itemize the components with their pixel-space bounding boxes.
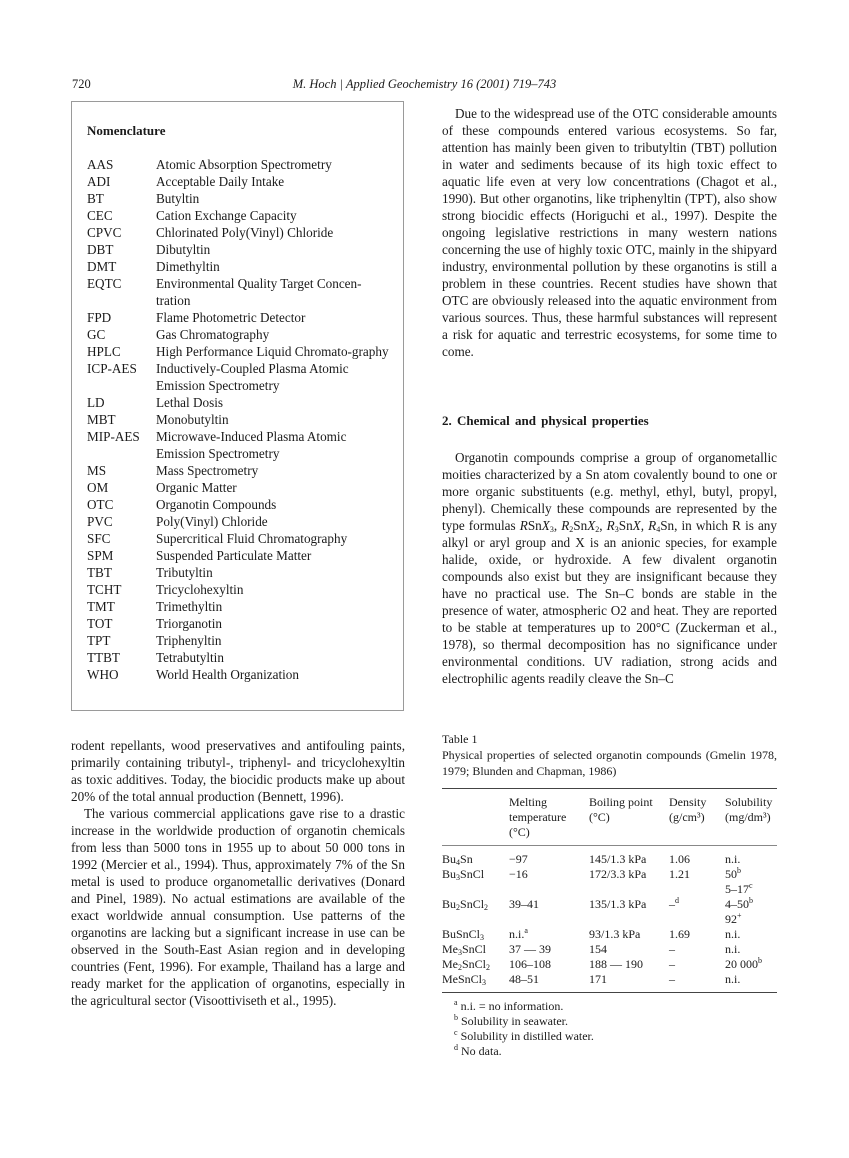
table-row [442, 927, 777, 942]
compound-cell: MeSnCl$_3$ [442, 972, 487, 987]
nomenclature-item [87, 411, 392, 428]
nomenclature-abbr: LD [87, 395, 105, 410]
boiling-cell: 154 [589, 942, 607, 956]
nomenclature-definition: Atomic Absorption Spectrometry [156, 157, 332, 172]
solubility-cell: n.i. [725, 852, 741, 866]
compound-cell: $Me_2SnCl_2$ [442, 957, 491, 972]
nomenclature-abbr: HPLC [87, 344, 121, 359]
section-heading: 2. Chemical and physical properties [442, 413, 649, 428]
nomenclature-item [87, 343, 392, 360]
nomenclature-definition: Acceptable Daily Intake [156, 174, 285, 189]
left-column-text [71, 737, 405, 1009]
compound-cell: BuSnCl$_3$ [442, 927, 485, 942]
boiling-cell: 171 [589, 972, 607, 986]
page-number: 720 [72, 77, 91, 91]
nomenclature-item [87, 632, 392, 649]
footnote [454, 1044, 777, 1059]
solubility-cell: 20 000$^b$ [725, 956, 762, 971]
solubility-cell: n.i. [725, 972, 741, 986]
table-footnotes [442, 993, 777, 1059]
melting-cell: 48–51 [509, 972, 539, 986]
density-cell: –$^d$ [669, 896, 679, 911]
table-caption: Physical properties of selected organotin compounds (Gmelin 1978, 1979; Blunden and Chapman, 1986) [442, 748, 777, 778]
nomenclature-item [87, 275, 392, 309]
density-cell: – [669, 942, 675, 956]
nomenclature-definition: Triorganotin [156, 616, 222, 631]
nomenclature-definition: Flame Photometric Detector [156, 310, 306, 325]
nomenclature-item [87, 173, 392, 190]
boiling-cell: 145/1.3 kPa [589, 852, 647, 866]
nomenclature-item [87, 241, 392, 258]
nomenclature-definition: Poly(Vinyl) Chloride [156, 514, 268, 529]
table-row [442, 972, 777, 987]
nomenclature-definition: Butyltin [156, 191, 200, 206]
table-row [442, 852, 777, 867]
nomenclature-abbr: EQTC [87, 276, 122, 291]
compound-cell: $Bu_3SnCl$ [442, 867, 485, 882]
body-paragraph: Due to the widespread use of the OTC considerable amounts of these compounds entered various ecosystems. So far, attention has mainly been given to tributyltin (TBT) pollution in water and sediments because of its high toxic effect to aquatic life even at very low concentrations (Chagot et al., 1990). But other organotins, like triphenyltin (TPT), also show strong biocidic effects (Horiguchi et al., 1997). Despite the ongoing legislative restrictions in many western nations concerning the use of highly toxic OTC, mainly in the shipyard industry, environmental pollution by these organotins is still a problem in these countries. Recent studies have shown that OTC are obviously released into the aquatic environment from various sources. Thus, these harmful substances will represent a risk for aquatic and terrestric ecosystems, for some time to come. [442, 106, 777, 359]
footnote [454, 1014, 777, 1029]
boiling-cell: 172/3.3 kPa [589, 867, 647, 881]
paragraph-part: , in which R is any alkyl or aryl group and X is an anionic species, for example halide, oxide, or hydroxide. A few divalent organotin compounds also exist but they are insignificant because they have no practical use. The Sn–C bonds are stable in the presence of water, atmospheric O2 and heat. They are reported to be stable at temperatures up to 200°C (Zuckerman et al., 1978), so thermal decomposition has no significance under environmental conditions. UV radiation, strong acids and electrophilic agents readily cleave the Sn–C [442, 518, 777, 686]
nomenclature-abbr: TBT [87, 565, 112, 580]
table-1 [442, 731, 777, 1059]
body-paragraph: The various commercial applications gave rise to a drastic increase in the worldwide production of organotin chemicals from less than 5000 tons in 1955 up to about 50 000 tons in 1992 (Mercier et al., 1994). Thus, approximately 7% of the Sn metal is used to produce organometallic derivatives (Donard and Pinel, 1989). No actual estimations are available of the exact worldwide annual consumption. Use patterns of the organotins are lacking but a significant increase in use can be observed in the South-East Asian region and in developing countries (Fent, 1996). For example, Thailand has a large and ready market for the application of organotins, especially in the agricultural sector (Visoottiviseth et al., 1995). [71, 806, 405, 1008]
footnote [454, 999, 777, 1014]
nomenclature-definition: Organic Matter [156, 480, 237, 495]
melting-cell: −97 [509, 852, 528, 866]
nomenclature-item [87, 309, 392, 326]
nomenclature-definition: Suspended Particulate Matter [156, 548, 312, 563]
boiling-cell: 188 — 190 [589, 957, 643, 971]
solubility-cell: 4–50$^b$ 92+ [725, 896, 753, 926]
nomenclature-definition: Organotin Compounds [156, 497, 277, 512]
table-header-row [442, 789, 777, 840]
nomenclature-item [87, 326, 392, 343]
nomenclature-item [87, 462, 392, 479]
table-header-cell: Boiling point (°C) [589, 795, 653, 824]
nomenclature-definition: Triphenyltin [156, 633, 222, 648]
nomenclature-item [87, 581, 392, 598]
footnote-mark: a [454, 998, 458, 1007]
solubility-cell: n.i. [725, 927, 741, 941]
nomenclature-abbr: TCHT [87, 582, 122, 597]
nomenclature-abbr: DBT [87, 242, 114, 257]
density-cell: – [669, 972, 675, 986]
nomenclature-item [87, 479, 392, 496]
nomenclature-abbr: OTC [87, 497, 114, 512]
nomenclature-definition: Tricyclohexyltin [156, 582, 244, 597]
table-body [442, 846, 777, 987]
nomenclature-item [87, 530, 392, 547]
nomenclature-item [87, 258, 392, 275]
nomenclature-item [87, 207, 392, 224]
compound-cell: $Bu_4Sn$ [442, 852, 473, 867]
nomenclature-definition: Dibutyltin [156, 242, 211, 257]
nomenclature-abbr: MBT [87, 412, 116, 427]
nomenclature-definition: Inductively-Coupled Plasma Atomic Emission Spectrometry [156, 361, 349, 393]
table-header-cell: Density (g/cm³) [669, 795, 707, 824]
nomenclature-list [87, 156, 392, 683]
compound-cell: $Me_3SnCl$ [442, 942, 487, 957]
footnote [454, 1029, 777, 1044]
nomenclature-abbr: SPM [87, 548, 114, 563]
nomenclature-definition: Cation Exchange Capacity [156, 208, 297, 223]
footnote-mark: d [454, 1043, 458, 1052]
table-row [442, 957, 777, 972]
nomenclature-definition: Dimethyltin [156, 259, 220, 274]
nomenclature-item [87, 224, 392, 241]
solubility-cell: 50$^b$ 5–17$^c$ [725, 866, 753, 896]
nomenclature-item [87, 564, 392, 581]
footnote-mark: c [454, 1028, 458, 1037]
melting-cell: n.i.$^a$ [509, 926, 528, 941]
nomenclature-abbr: ADI [87, 174, 111, 189]
running-head [72, 77, 777, 95]
nomenclature-abbr: DMT [87, 259, 117, 274]
boiling-cell: 93/1.3 kPa [589, 927, 641, 941]
nomenclature-abbr: FPD [87, 310, 112, 325]
nomenclature-definition: Environmental Quality Target Concen-tration [156, 276, 362, 308]
nomenclature-definition: Monobutyltin [156, 412, 229, 427]
table-row [442, 867, 777, 897]
density-cell: – [669, 957, 675, 971]
paragraph-part: Organotin compounds comprise a group of organometallic moities characterized by a Sn atom covalently bound to one or more organic substituents (e.g. methyl, ethyl, butyl, propyl, phenyl). Chemically these compounds are represented by the type formulas [442, 450, 777, 533]
nomenclature-abbr: AAS [87, 157, 114, 172]
nomenclature-definition: Mass Spectrometry [156, 463, 259, 478]
nomenclature-abbr: ICP-AES [87, 361, 137, 376]
nomenclature-item [87, 394, 392, 411]
nomenclature-definition: Microwave-Induced Plasma Atomic Emission Spectrometry [156, 429, 347, 461]
nomenclature-item [87, 428, 392, 462]
nomenclature-definition: Trimethyltin [156, 599, 223, 614]
nomenclature-abbr: TOT [87, 616, 113, 631]
density-cell: 1.06 [669, 852, 690, 866]
nomenclature-abbr: CEC [87, 208, 113, 223]
nomenclature-item [87, 496, 392, 513]
section-body-text [442, 449, 777, 687]
nomenclature-definition: World Health Organization [156, 667, 299, 682]
nomenclature-box [71, 101, 404, 711]
melting-cell: −16 [509, 867, 528, 881]
nomenclature-definition: High Performance Liquid Chromato-graphy [156, 344, 389, 359]
density-cell: 1.21 [669, 867, 690, 881]
melting-cell: 37 — 39 [509, 942, 551, 956]
nomenclature-item [87, 360, 392, 394]
boiling-cell: 135/1.3 kPa [589, 897, 647, 911]
nomenclature-item [87, 666, 392, 683]
nomenclature-abbr: MIP-AES [87, 429, 140, 444]
nomenclature-definition: Gas Chromatography [156, 327, 270, 342]
nomenclature-abbr: TMT [87, 599, 115, 614]
right-column-text [442, 105, 777, 360]
nomenclature-item [87, 156, 392, 173]
nomenclature-abbr: SFC [87, 531, 111, 546]
nomenclature-definition: Chlorinated Poly(Vinyl) Chloride [156, 225, 334, 240]
nomenclature-item [87, 649, 392, 666]
table-label: Table 1 [442, 732, 478, 746]
nomenclature-abbr: OM [87, 480, 109, 495]
nomenclature-abbr: CPVC [87, 225, 122, 240]
body-paragraph: rodent repellants, wood preservatives and antifouling paints, primarily containing tributyl-, triphenyl- and tricyclohexyltin as toxic additives. Today, the biocidic products make up about 20% of the total annual production (Bennett, 1996). [71, 738, 405, 804]
nomenclature-item [87, 598, 392, 615]
nomenclature-title: Nomenclature [87, 123, 166, 138]
footnote-text: Solubility in seawater. [461, 1014, 568, 1028]
nomenclature-definition: Tetrabutyltin [156, 650, 224, 665]
nomenclature-abbr: WHO [87, 667, 119, 682]
nomenclature-item [87, 513, 392, 530]
footnote-text: n.i. = no information. [460, 999, 564, 1013]
nomenclature-abbr: BT [87, 191, 104, 206]
nomenclature-definition: Supercritical Fluid Chromatography [156, 531, 348, 546]
table-row [442, 897, 777, 927]
nomenclature-abbr: PVC [87, 514, 113, 529]
nomenclature-abbr: GC [87, 327, 106, 342]
nomenclature-item [87, 615, 392, 632]
nomenclature-definition: Tributyltin [156, 565, 213, 580]
density-cell: 1.69 [669, 927, 690, 941]
body-paragraph: Organotin compounds comprise a group of organometallic moities characterized by a Sn atom covalently bound to one or more organic substituents (e.g. methyl, ethyl, butyl, propyl, phenyl). Chemically these compounds are represented by the type formulas RSnX$_3$, $R_2SnX_2$, $R_3SnX$, $R_4Sn$, in which R is any alkyl or aryl group and X is an anionic species, for example halide, oxide, or hydroxide. A few divalent organotin compounds also exist but they are insignificant because they have no practical use. The Sn–C bonds are stable in the presence of water, atmospheric O2 and heat. They are reported to be stable at temperatures up to 200°C (Zuckerman et al., 1978), so thermal decomposition has no significance under environmental conditions. UV radiation, strong acids and electrophilic agents readily cleave the Sn–C [442, 450, 777, 686]
nomenclature-definition: Lethal Dosis [156, 395, 224, 410]
footnote-text: No data. [461, 1044, 502, 1058]
compound-cell: $Bu_2SnCl_2$ [442, 897, 489, 912]
footnote-mark: b [454, 1013, 458, 1022]
solubility-cell: n.i. [725, 942, 741, 956]
table-header-cell: Melting temperature (°C) [509, 795, 567, 839]
melting-cell: 39–41 [509, 897, 539, 911]
journal-citation: M. Hoch | Applied Geochemistry 16 (2001) 719–743 [292, 77, 557, 91]
formula: R [519, 518, 528, 533]
nomenclature-abbr: MS [87, 463, 107, 478]
nomenclature-abbr: TTBT [87, 650, 120, 665]
table-header-cell [442, 795, 509, 840]
melting-cell: 106–108 [509, 957, 551, 971]
table-header-cell: Solubility (mg/dm³) [725, 795, 773, 824]
table-row [442, 942, 777, 957]
nomenclature-item [87, 547, 392, 564]
nomenclature-abbr: TPT [87, 633, 111, 648]
nomenclature-item [87, 190, 392, 207]
footnote-text: Solubility in distilled water. [460, 1029, 594, 1043]
